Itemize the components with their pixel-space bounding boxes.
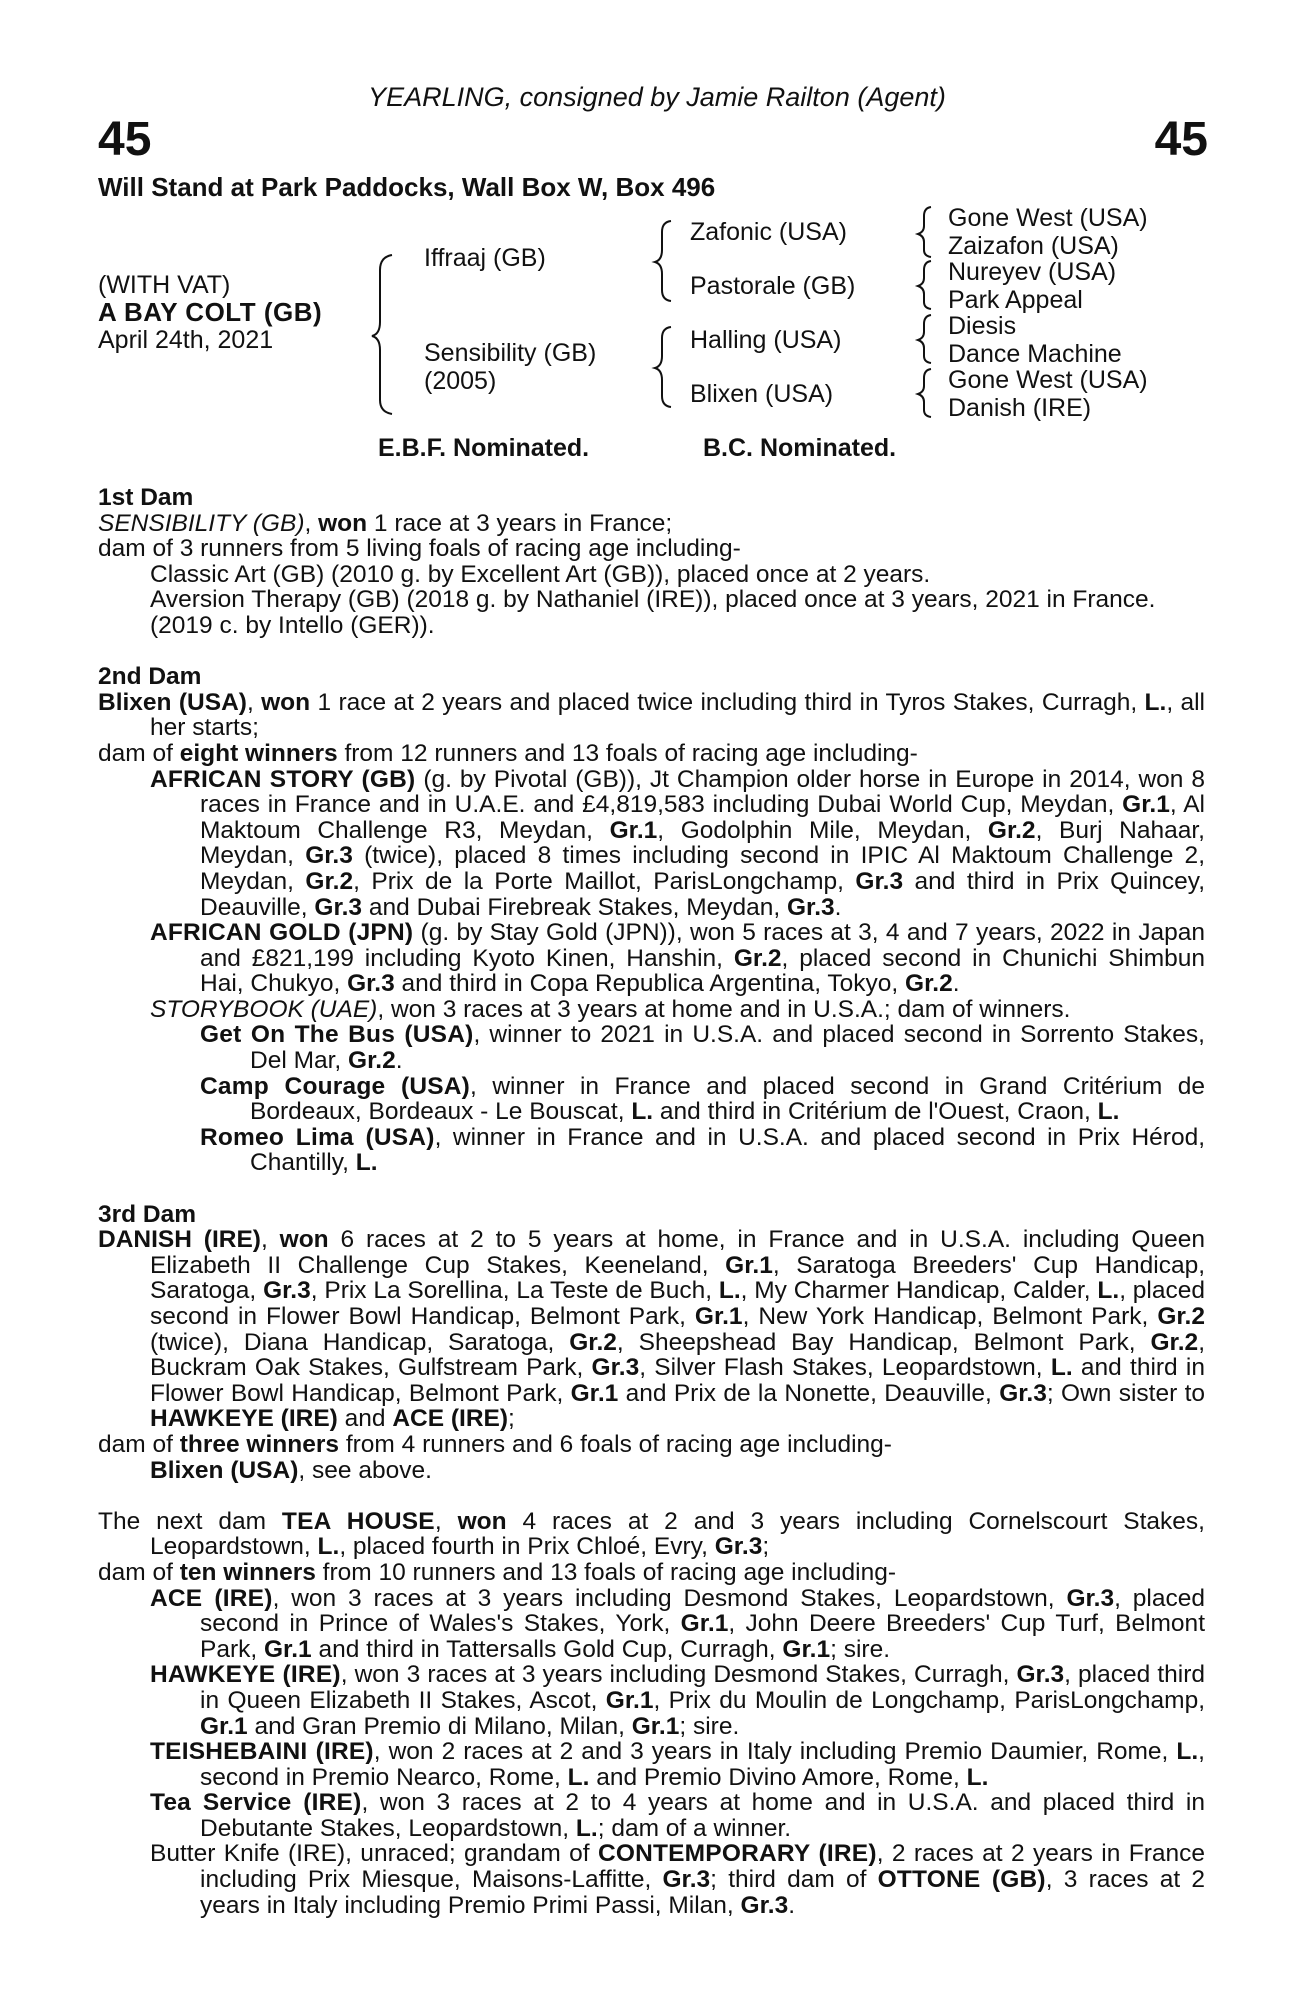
first-dam-heading: 1st Dam <box>98 484 194 511</box>
lot-number-right: 45 <box>1154 113 1208 166</box>
bc-nomination: B.C. Nominated. <box>703 434 897 462</box>
brace-pastorale <box>918 261 931 309</box>
grandproduce-camp-courage: Camp Courage (USA), winner in France and placed second in Grand Critérium de Bordeaux, Bordeaux - Le Bouscat, L. and third in Critérium de l'Ouest, Craon, L. <box>200 1072 1205 1126</box>
pedigree-gen3-4: Park Appeal <box>948 286 1083 314</box>
produce-butter-knife: Butter Knife (IRE), unraced; grandam of CONTEMPORARY (IRE), 2 races at 2 years in France including Prix Miesque, Maisons-Laffitte, Gr.3; third dam of OTTONE (GB), 3 races at 2 years in Italy including Premio Primi Passi, Milan, Gr.3. <box>150 1840 1205 1919</box>
produce-teishebaini: TEISHEBAINI (IRE), won 2 races at 2 and 3 years in Italy including Premio Daumier, Rome, L., second in Premio Nearco, Rome, L. and Premio Divino Amore, Rome, L. <box>150 1738 1205 1791</box>
lot-number-left: 45 <box>98 113 152 166</box>
third-dam-produce-blixen: Blixen (USA), see above. <box>150 1456 432 1484</box>
pedigree-gen3-3: Nureyev (USA) <box>948 258 1117 286</box>
first-dam-name: SENSIBILITY (GB) <box>98 509 305 537</box>
brace-sire <box>655 221 671 301</box>
pedigree-gen3-8: Danish (IRE) <box>948 394 1092 422</box>
pedigree-sire-sire: Zafonic (USA) <box>690 218 847 246</box>
produce-ace: ACE (IRE), won 3 races at 3 years including Desmond Stakes, Leopardstown, Gr.3, placed second in Prince of Wales's Stakes, York, Gr.1, John Deere Breeders' Cup Turf, Belmont Park, Gr.1 and third in Tattersalls Gold Cup, Curragh, Gr.1; sire. <box>150 1584 1206 1663</box>
produce-hawkeye: HAWKEYE (IRE), won 3 races at 3 years including Desmond Stakes, Curragh, Gr.3, placed third in Queen Elizabeth II Stakes, Ascot, Gr.1, Prix du Moulin de Longchamp, ParisLongchamp, Gr.1 and Gran Premio di Milano, Milan, Gr.1; sire. <box>150 1661 1205 1740</box>
pedigree-sire-dam: Pastorale (GB) <box>690 272 856 300</box>
stand-location: Will Stand at Park Paddocks, Wall Box W, Box 496 <box>98 172 716 202</box>
second-dam-name: Blixen (USA) <box>98 688 247 716</box>
third-dam-record: DANISH (IRE), won 6 races at 2 to 5 years at home, in France and in U.S.A. including Queen Elizabeth II Challenge Cup Stakes, Keeneland, Gr.1, Saratoga Breeders' Cup Handicap, Saratoga, Gr.3, Prix La Sorellina, La Teste de Buch, L., My Charmer Handicap, Calder, L., placed second in Flower Bowl Handicap, Belmont Park, Gr.1, New York Handicap, Belmont Park, Gr.2 (twice), Diana Handicap, Saratoga, Gr.2, Sheepshead Bay Handicap, Belmont Park, Gr.2, Buckram Oak Stakes, Gulfstream Park, Gr.3, Silver Flash Stakes, Leopardstown, L. and third in Flower Bowl Handicap, Belmont Park, Gr.1 and Prix de la Nonette, Deauville, Gr.3; Own sister to HAWKEYE (IRE) and ACE (IRE); <box>98 1226 1206 1433</box>
third-dam-heading: 3rd Dam <box>98 1200 197 1228</box>
first-dam-foal-2: Aversion Therapy (GB) (2018 g. by Nathaniel (IRE)), placed once at 3 years, 2021 in France. <box>150 586 1156 614</box>
pedigree-dam-sire: Halling (USA) <box>690 326 842 354</box>
pedigree-gen3-2: Zaizafon (USA) <box>948 232 1119 260</box>
second-dam-summary: dam of eight winners from 12 runners and 13 foals of racing age including- <box>98 739 918 767</box>
vat-note: (WITH VAT) <box>98 271 231 299</box>
fourth-dam-summary: dam of ten winners from 10 runners and 13 foals of racing age including- <box>98 1558 897 1586</box>
first-dam-record: SENSIBILITY (GB), won 1 race at 3 years in France; <box>98 509 673 537</box>
brace-halling <box>918 315 931 363</box>
third-dam-name: DANISH (IRE) <box>98 1226 261 1254</box>
produce-storybook: STORYBOOK (UAE), won 3 races at 3 years at home and in U.S.A.; dam of winners. <box>150 995 1071 1023</box>
produce-african-story: AFRICAN STORY (GB) (g. by Pivotal (GB)), Jt Champion older horse in Europe in 2014, won 8 races in France and in U.A.E. and £4,819,583 including Dubai World Cup, Meydan, Gr.1, Al Maktoum Challenge R3, Meydan, Gr.1, Godolphin Mile, Meydan, Gr.2, Burj Nahaar, Meydan, Gr.3 (twice), placed 8 times including second in IPIC Al Maktoum Challenge 2, Meydan, Gr.2, Prix de la Porte Maillot, ParisLongchamp, Gr.3 and third in Prix Quincey, Deauville, Gr.3 and Dubai Firebreak Stakes, Meydan, Gr.3. <box>150 765 1206 921</box>
ebf-nomination: E.B.F. Nominated. <box>378 434 590 462</box>
grandproduce-romeo-lima: Romeo Lima (USA), winner in France and in U.S.A. and placed second in Prix Hérod, Chantilly, L. <box>200 1123 1206 1177</box>
produce-tea-service: Tea Service (IRE), won 3 races at 2 to 4 years at home and in U.S.A. and placed third in Debutante Stakes, Leopardstown, L.; dam of a winner. <box>150 1789 1205 1842</box>
second-dam-heading: 2nd Dam <box>98 663 202 691</box>
foaling-date: April 24th, 2021 <box>98 326 274 354</box>
fourth-dam-record: The next dam TEA HOUSE, won 4 races at 2 and 3 years including Cornelscourt Stakes, Leopardstown, L., placed fourth in Prix Chloé, Evry, Gr.3; <box>98 1507 1205 1561</box>
first-dam-foal-3: (2019 c. by Intello (GER)). <box>150 611 435 639</box>
pedigree-dam-dam: Blixen (USA) <box>690 380 834 408</box>
pedigree-gen3-5: Diesis <box>948 312 1017 340</box>
brace-blixen <box>918 369 931 417</box>
second-dam-record: Blixen (USA), won 1 race at 2 years and placed twice including third in Tyros Stakes, Curragh, L., all her starts; <box>98 688 1205 742</box>
pedigree-gen3-1: Gone West (USA) <box>948 204 1148 232</box>
produce-african-gold: AFRICAN GOLD (JPN) (g. by Stay Gold (JPN)), won 5 races at 3, 4 and 7 years, 2022 in Japan and £821,199 including Kyoto Kinen, Hanshin, Gr.2, placed second in Chunichi Shimbun Hai, Chukyo, Gr.3 and third in Copa Republica Argentina, Tokyo, Gr.2. <box>150 919 1206 998</box>
brace-zafonic <box>918 207 931 257</box>
pedigree-gen3-7: Gone West (USA) <box>948 366 1148 394</box>
pedigree-dam: Sensibility (GB) <box>424 339 597 367</box>
catalogue-body <box>98 485 1205 1918</box>
grandproduce-get-on-the-bus: Get On The Bus (USA), winner to 2021 in U.S.A. and placed second in Sorrento Stakes, Del Mar, Gr.2. <box>200 1021 1205 1075</box>
pedigree-dam-year: (2005) <box>424 367 497 395</box>
pedigree-gen3-6: Dance Machine <box>948 340 1122 368</box>
brace-gen1 <box>372 255 392 414</box>
consignment-line: YEARLING, consigned by Jamie Railton (Agent) <box>368 82 946 112</box>
third-dam-summary: dam of three winners from 4 runners and 6 foals of racing age including- <box>98 1430 892 1458</box>
brace-dam <box>655 327 671 407</box>
fourth-dam-name: TEA HOUSE <box>281 1507 435 1535</box>
first-dam-summary: dam of 3 runners from 5 living foals of racing age including- <box>98 535 741 563</box>
first-dam-foal-1: Classic Art (GB) (2010 g. by Excellent Art (GB)), placed once at 2 years. <box>150 560 931 588</box>
pedigree-sire: Iffraaj (GB) <box>424 244 546 272</box>
horse-name: A BAY COLT (GB) <box>98 297 323 327</box>
